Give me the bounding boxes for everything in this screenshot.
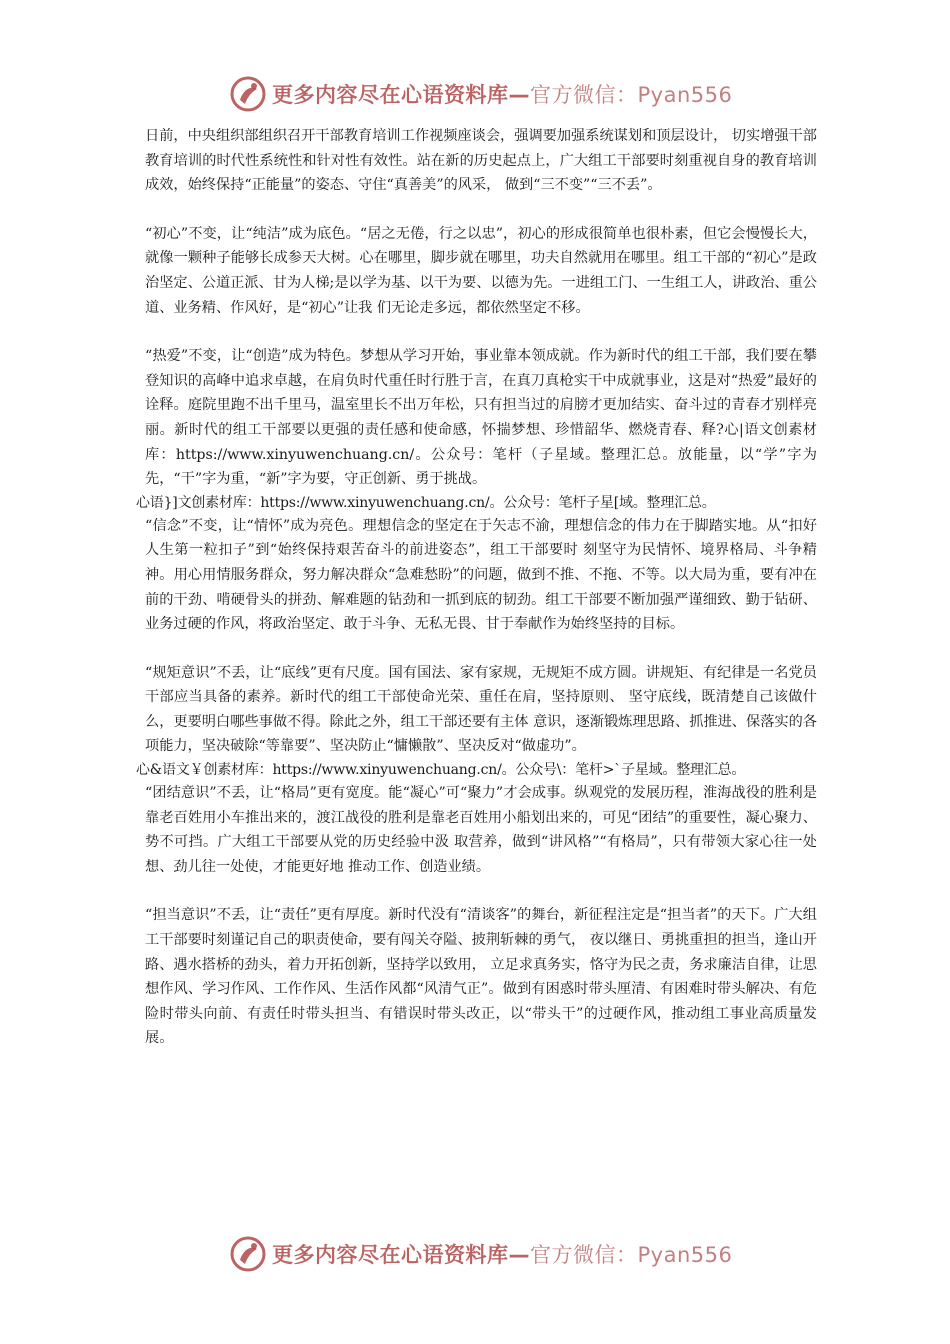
paragraph-initial-heart: “初心”不变，让“纯洁”成为底色。“居之无倦，行之以忠”，初心的形成很简单也很朴素，但它会慢慢长大，就像一颗种子能够长成参天大树。心在哪里，脚步就在哪里，功夫自然就用在哪里。组工干部的“初心”是政治坚定、公道正派、甘为人梯;是以学为基、以干为要、以德为先。一进组工门、一生组工人，讲政治、重公道、业务精、作风好，是“初心”让我 们无论走多远，都依然坚定不移。 [145,225,817,316]
header-watermark [228,74,733,114]
paragraph-passion: “热爱”不变，让“创造”成为特色。梦想从学习开始，事业靠本领成就。作为新时代的组工干部，我们要在攀登知识的高峰中追求卓越，在肩负时代重任时行胜于言，在真刀真枪实干中成就事业，这是对“热爱”最好的诠释。庭院里跑不出千里马，温室里长不出万年松，只有担当过的肩膀才更加结实、奋斗过的青春才别样亮丽。新时代的组工干部要以更强的责任感和使命感，怀揣梦想、珍惜韶华、燃烧青春、释?心|语文创素材库：https://www.xinyuwenchuang.cn/。公众号：笔杆（子星域。整理汇总。放能量，以“学”字为先，“干”字为重，“新”字为要，守正创新、勇于挑战。 [145,348,817,488]
brand-dash: — [508,1243,530,1267]
paragraph-intro: 日前，中央组织部组织召开干部教育培训工作视频座谈会，强调要加强系统谋划和顶层设计， 切实增强干部教育培训的时代性系统性和针对性有效性。站在新的历史起点上，广大组工干部要时刻重视自身的教育培训成效，始终保持“正能量”的姿态、守住“真善美”的风采， 做到“三不变”“三不丢”。 [145,128,817,194]
wechat-id: Pyan556 [637,1243,733,1267]
paragraph-responsibility: “担当意识”不丢，让“责任”更有厚度。新时代没有“清谈客”的舞台，新征程注定是“担当者”的天下。广大组工干部要时刻谨记自己的职责使命，要有闯关夺隘、披荆斩棘的勇气， 夜以继日、勇挑重担的担当，逢山开路、遇水搭桥的劲头，着力开拓创新，坚持学以致用， 立足求真务实，恪守为民之责，务求廉洁自律，让思想作风、学习作风、工作作风、生活作风都“风清气正”。做到有困惑时带头厘清、有困难时带头解决、有危险时带头向前、有责任时带头担当、有错误时带头改正，以“带头干”的过硬作风，推动组工事业高质量发展。 [145,907,817,1047]
wechat-label: 官方微信： [530,83,638,107]
brand-logo-icon [228,1234,268,1274]
inserted-source-line: 心&语文￥创素材库：https://www.xinyuwenchuang.cn/。公众号\：笔杆>`子星域。整理汇总。 [136,762,746,779]
brand-dash: — [508,83,530,107]
wechat-label: 官方微信： [530,1243,638,1267]
inserted-source-line: 心语}]文创素材库：https://www.xinyuwenchuang.cn/。公众号：笔杆子星[域。整理汇总。 [136,494,716,511]
brand-logo-icon [228,74,268,114]
article-body [136,124,817,1075]
paragraph-belief: “信念”不变，让“情怀”成为亮色。理想信念的坚定在于矢志不渝，理想信念的伟力在于脚踏实地。从“扣好人生第一粒扣子”到“始终保持艰苦奋斗的前进姿态”，组工干部要时 刻坚守为民情怀、境界格局、斗争精神。用心用情服务群众，努力解决群众“急难愁盼”的问题，做到不推、不拖、不等。以大局为重，要有冲在前的干劲、啃硬骨头的拼劲、解难题的钻劲和一抓到底的韧劲。组工干部要不断加强严谨细致、勤于钻研、业务过硬的作风，将政治坚定、敢于斗争、无私无畏、甘于奉献作为始终坚持的目标。 [145,517,817,633]
paragraph-rules: “规矩意识”不丢，让“底线”更有尺度。国有国法、家有家规，无规矩不成方圆。讲规矩、有纪律是一名党员干部应当具备的素养。新时代的组工干部使命光荣、重任在肩，坚持原则、 坚守底线，既清楚自己该做什么，更要明白哪些事做不得。除此之外，组工干部还要有主体 意识，逐渐锻炼理思路、抓推进、保落实的各项能力，坚决破除“等靠要”、坚决防止“慵懒散”、坚决反对“做虚功”。 [145,664,817,755]
brand-text: 更多内容尽在心语资料库 [272,1243,509,1267]
footer-watermark [228,1234,733,1274]
paragraph-unity: “团结意识”不丢，让“格局”更有宽度。能“凝心”可“聚力”才会成事。纵观党的发展历程，淮海战役的胜利是靠老百姓用小车推出来的，渡江战役的胜利是靠老百姓用小船划出来的，可见“团结”的重要性，凝心聚力、势不可挡。广大组工干部要从党的历史经验中汲 取营养，做到“讲风格”“有格局”，只有带领大家心往一处想、劲儿往一处使，才能更好地 推动工作、创造业绩。 [145,785,817,875]
brand-text: 更多内容尽在心语资料库 [272,83,509,107]
wechat-id: Pyan556 [637,83,733,107]
